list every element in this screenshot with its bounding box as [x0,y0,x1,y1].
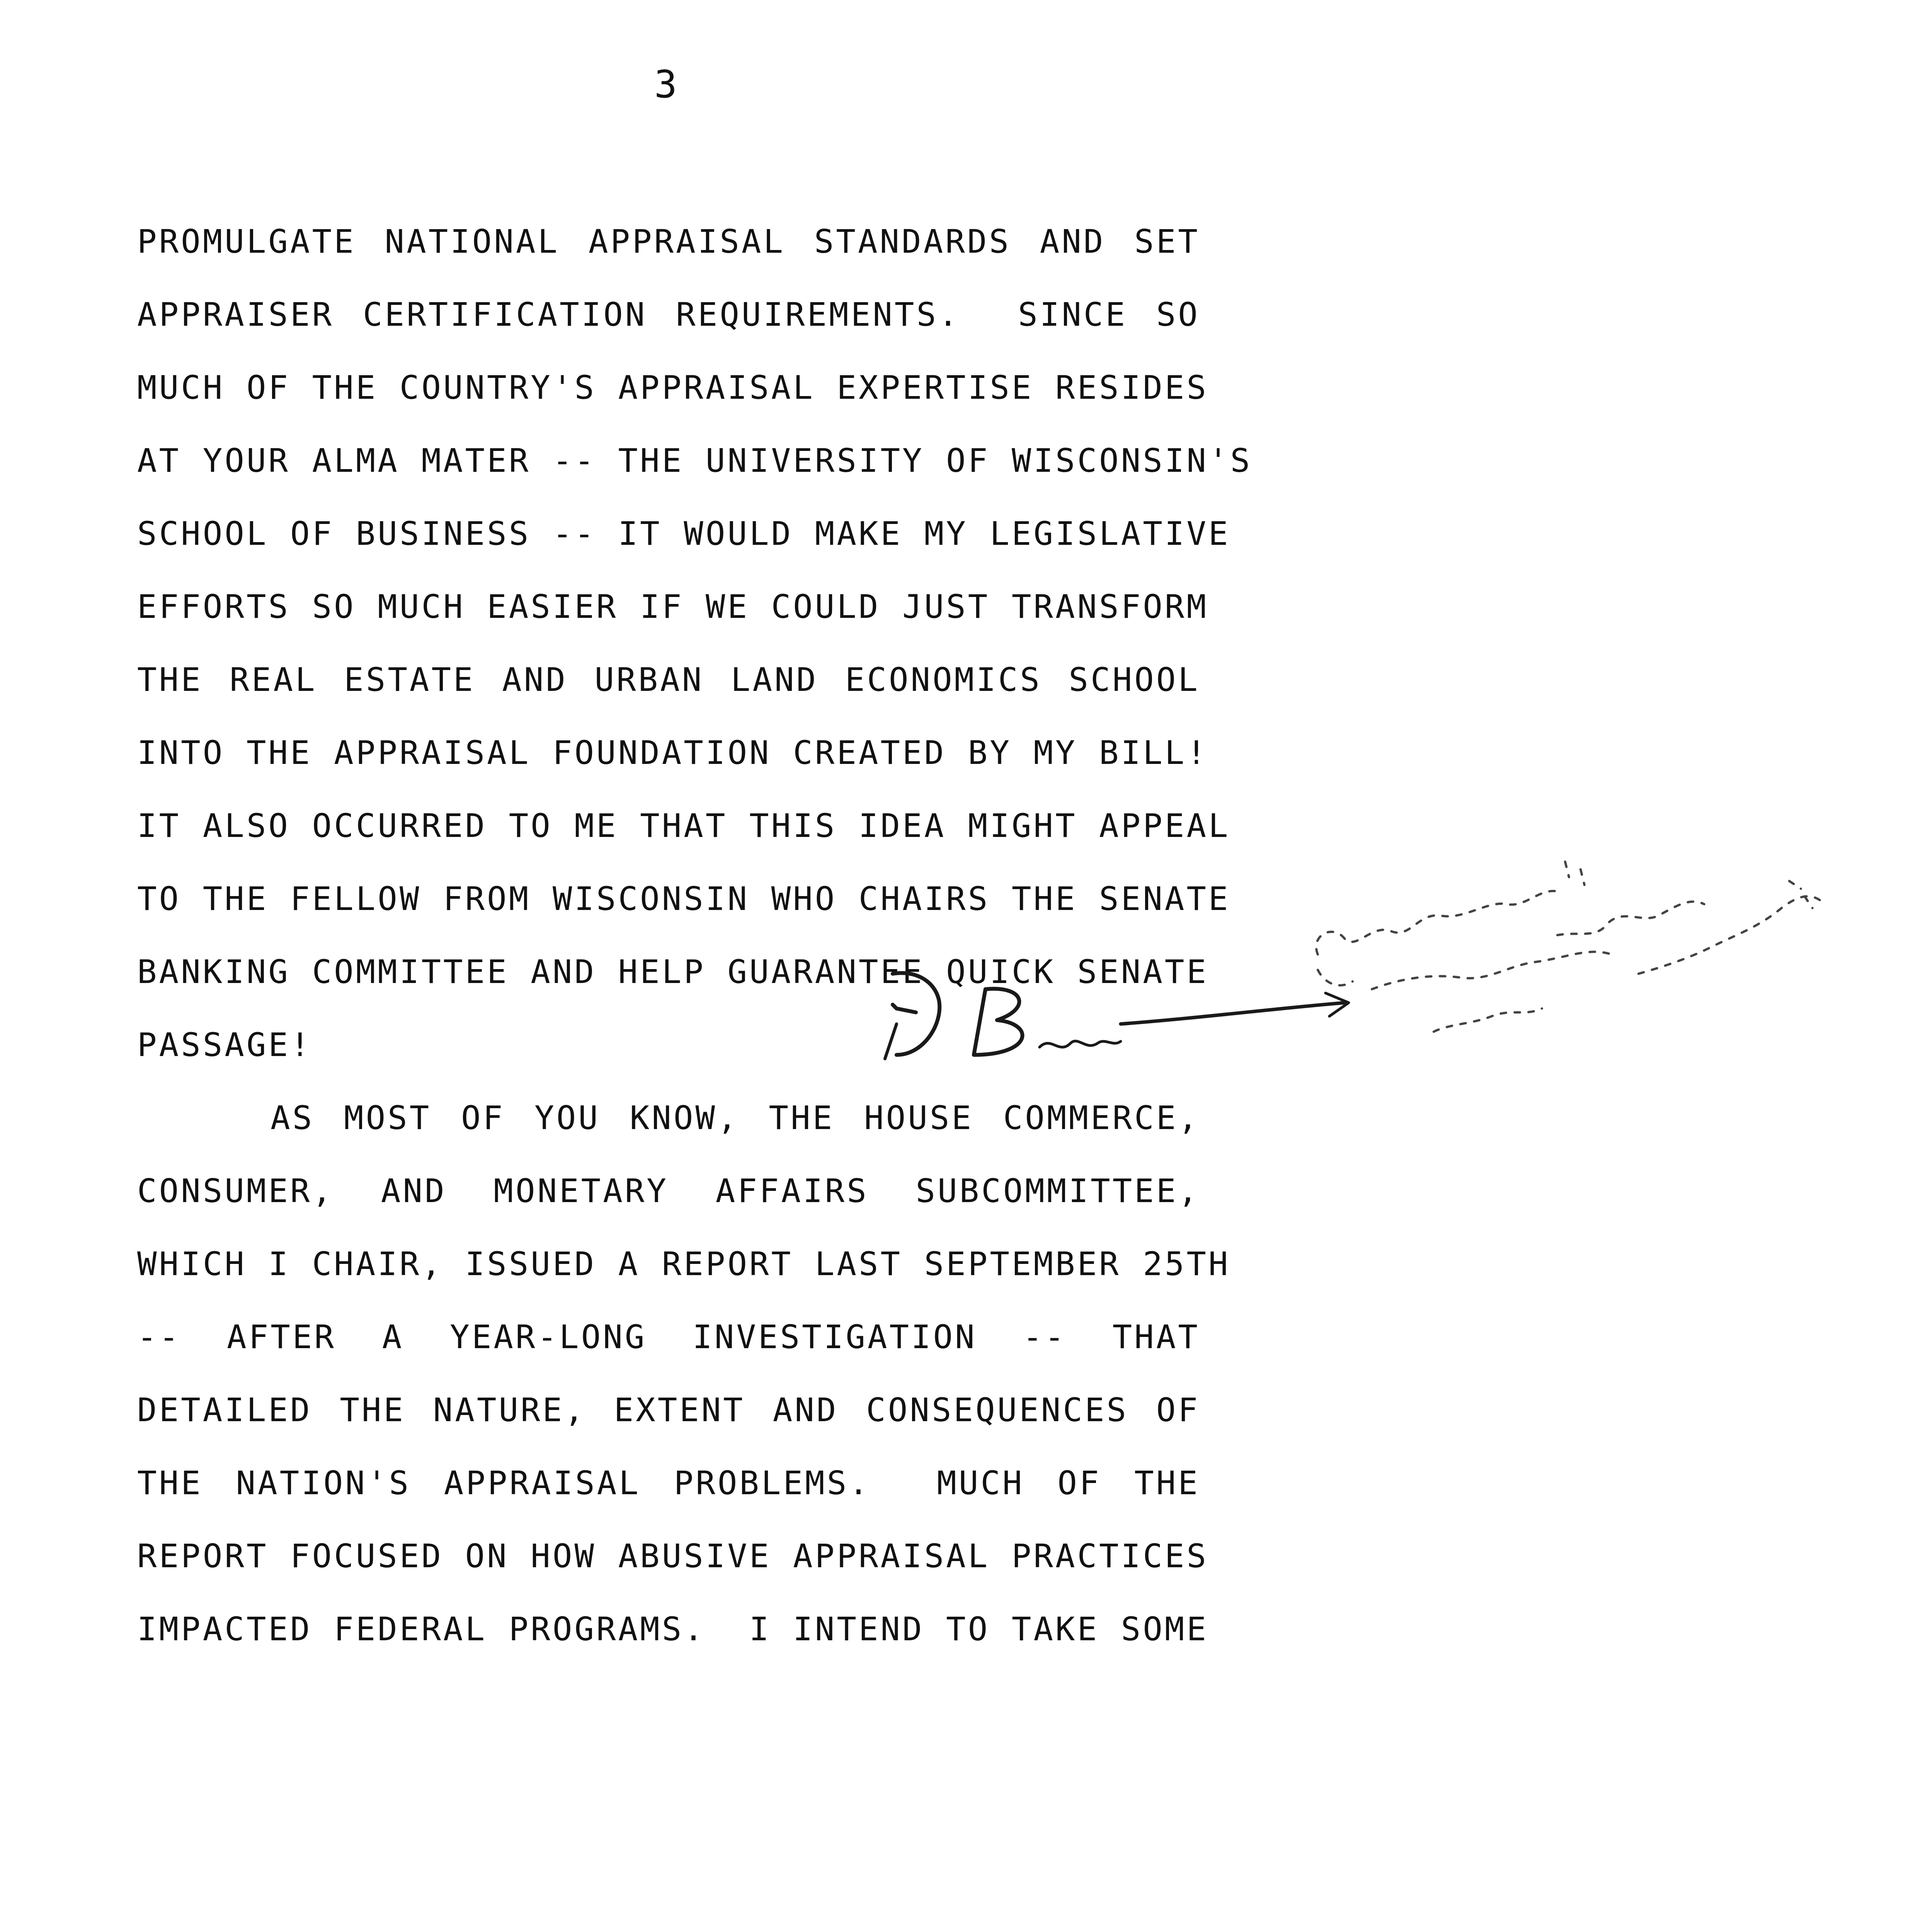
text-line: IMPACTED FEDERAL PROGRAMS. I INTEND TO TAKE SOME [137,1610,1209,1648]
text-line: -- AFTER A YEAR-LONG INVESTIGATION -- THAT [137,1318,1200,1356]
text-line: EFFORTS SO MUCH EASIER IF WE COULD JUST TRANSFORM [137,588,1209,626]
text-line: THE REAL ESTATE AND URBAN LAND ECONOMICS SCHOOL [137,661,1200,699]
text-line: TO THE FELLOW FROM WISCONSIN WHO CHAIRS THE SENATE [137,880,1230,918]
text-line: BANKING COMMITTEE AND HELP GUARANTEE QUICK SENATE [137,953,1209,991]
text-line: THE NATION'S APPRAISAL PROBLEMS. MUCH OF THE [137,1464,1200,1502]
text-line: IT ALSO OCCURRED TO ME THAT THIS IDEA MIGHT APPEAL [137,807,1230,845]
text-line: AT YOUR ALMA MATER -- THE UNIVERSITY OF WISCONSIN'S [137,442,1252,480]
text-line: SCHOOL OF BUSINESS -- IT WOULD MAKE MY LEGISLATIVE [137,515,1230,553]
paragraph-2 [137,1093,1230,1677]
text-line: APPRAISER CERTIFICATION REQUIREMENTS. SINCE SO [137,296,1200,333]
text-line: AS MOST OF YOU KNOW, THE HOUSE COMMERCE, [271,1099,1200,1137]
handwritten-annotation-icon [870,808,1874,1101]
text-line: PASSAGE! [137,1026,312,1064]
text-line: REPORT FOCUSED ON HOW ABUSIVE APPRAISAL PRACTICES [137,1537,1209,1575]
text-line: MUCH OF THE COUNTRY'S APPRAISAL EXPERTISE RESIDES [137,369,1209,406]
text-line: PROMULGATE NATIONAL APPRAISAL STANDARDS AND SET [137,223,1200,260]
text-line: CONSUMER, AND MONETARY AFFAIRS SUBCOMMITTEE, [137,1172,1200,1210]
text-line: WHICH I CHAIR, ISSUED A REPORT LAST SEPTEMBER 25TH [137,1245,1230,1283]
text-line: INTO THE APPRAISAL FOUNDATION CREATED BY MY BILL! [137,734,1209,772]
text-line: DETAILED THE NATURE, EXTENT AND CONSEQUENCES OF [137,1391,1200,1429]
page-number: 3 [654,63,677,107]
